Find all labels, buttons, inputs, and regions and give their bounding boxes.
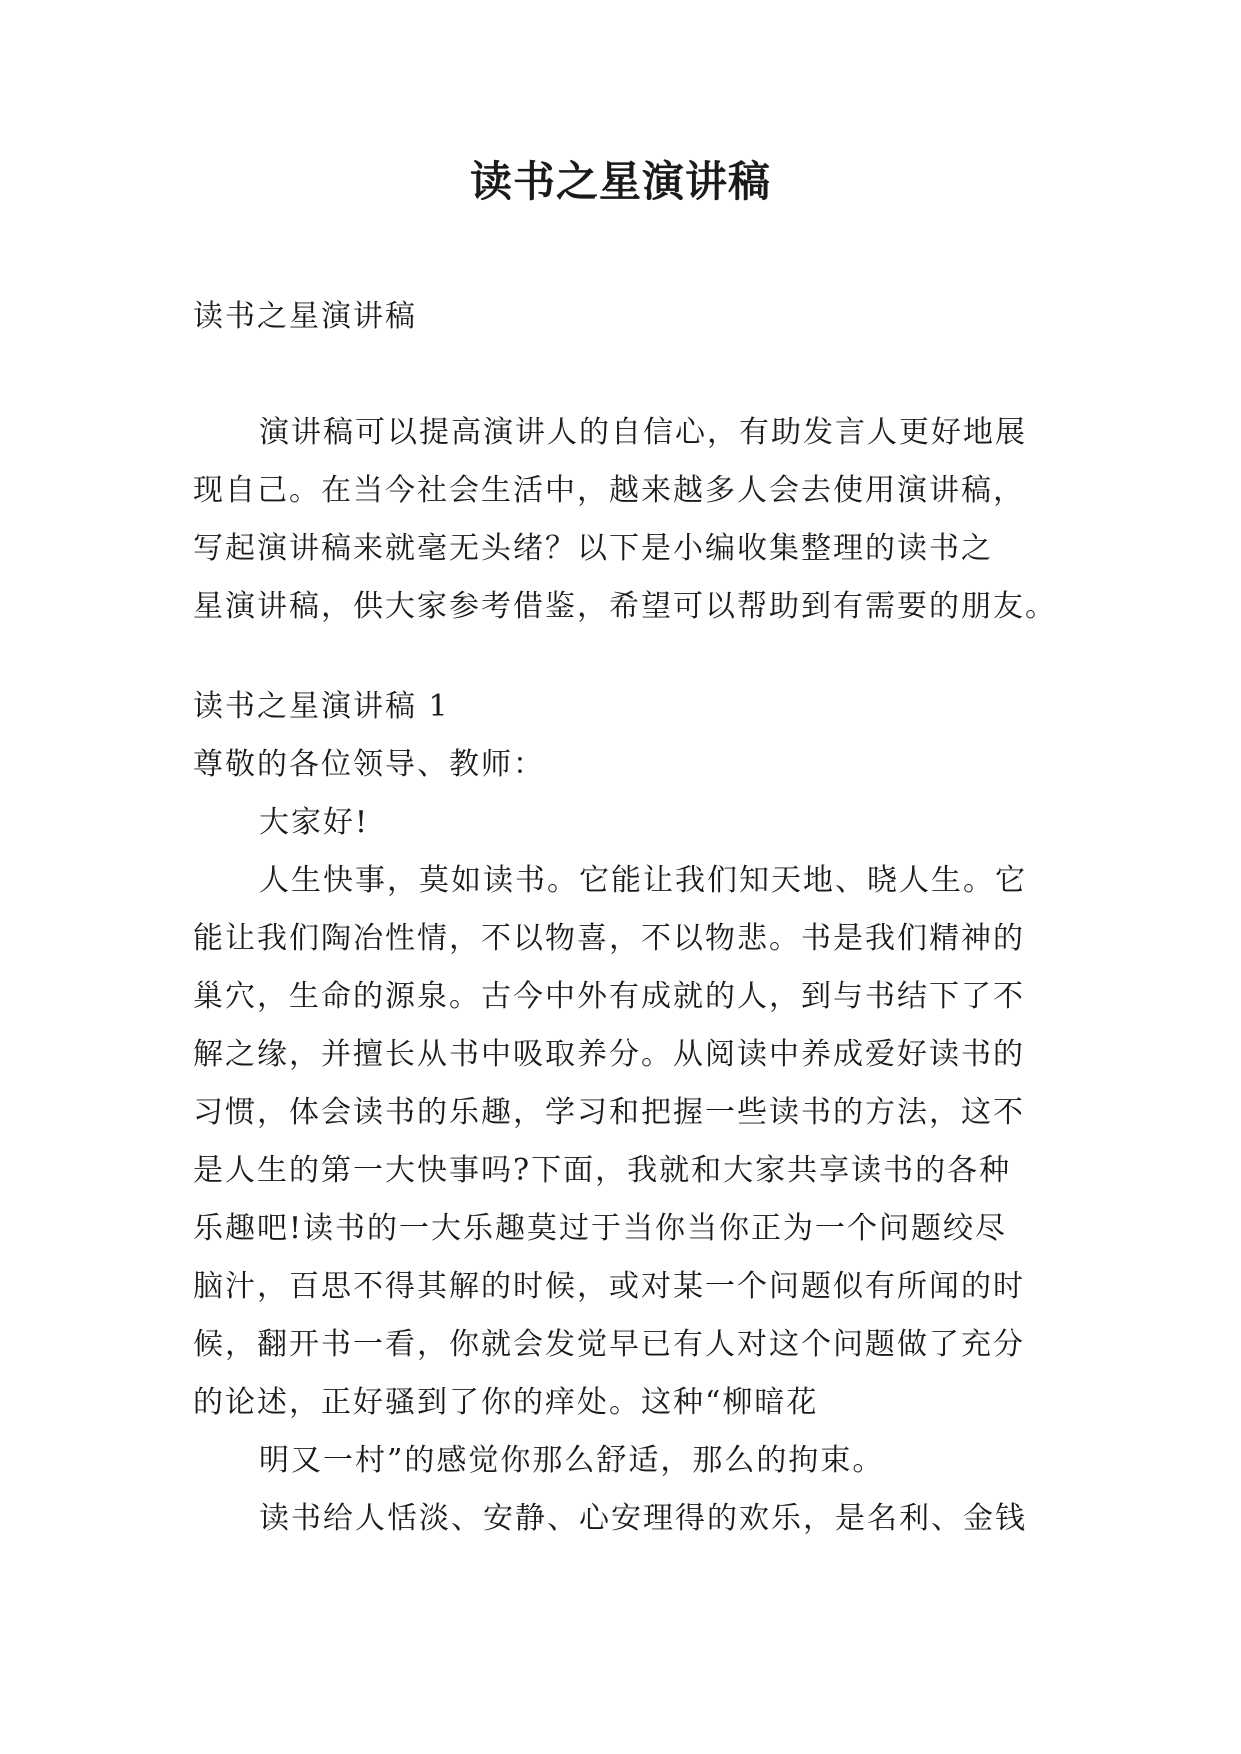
document-title: 读书之星演讲稿 [469,157,771,206]
greeting: 大家好! [259,805,370,840]
document-subtitle: 读书之星演讲稿 [193,299,417,334]
intro-line: 演讲稿可以提高演讲人的自信心，有助发言人更好地展 [259,415,1027,450]
body-paragraph-3: 读书给人恬淡、安静、心安理得的欢乐，是名利、金钱 [259,1501,1027,1536]
spacer [193,636,1073,678]
paragraph-line: 候，翻开书一看，你就会发觉早已有人对这个问题做了充分 [193,1327,1025,1362]
spacer [193,346,1073,404]
intro-line: 现自己。在当今社会生活中，越来越多人会去使用演讲稿， [193,473,1025,508]
paragraph-line: 巢穴，生命的源泉。古今中外有成就的人，到与书结下了不 [193,979,1025,1014]
intro-line: 星演讲稿，供大家参考借鉴，希望可以帮助到有需要的朋友。 [193,589,1057,624]
intro-line: 写起演讲稿来就毫无头绪？以下是小编收集整理的读书之 [193,531,993,566]
body-paragraph-1 [193,852,1073,1432]
paragraph-line: 解之缘，并擅长从书中吸取养分。从阅读中养成爱好读书的 [193,1037,1025,1072]
section-heading: 读书之星演讲稿 1 [193,689,450,724]
paragraph-line: 的论述，正好骚到了你的痒处。这种“柳暗花 [193,1385,819,1420]
paragraph-line: 能让我们陶冶性情，不以物喜，不以物悲。书是我们精神的 [193,921,1025,956]
paragraph-line: 人生快事，莫如读书。它能让我们知天地、晓人生。它 [259,863,1027,898]
paragraph-line: 脑汁，百思不得其解的时候，或对某一个问题似有所闻的时 [193,1269,1025,1304]
document-body [193,288,1073,1548]
body-paragraph-2: 明又一村”的感觉你那么舒适，那么的拘束。 [259,1443,885,1478]
paragraph-line: 乐趣吧!读书的一大乐趣莫过于当你当你正为一个问题绞尽 [193,1211,1008,1246]
paragraph-line: 是人生的第一大快事吗?下面，我就和大家共享读书的各种 [193,1153,1012,1188]
intro-paragraph [193,404,1073,636]
paragraph-line: 习惯，体会读书的乐趣，学习和把握一些读书的方法，这不 [193,1095,1025,1130]
salutation: 尊敬的各位领导、教师： [193,747,545,782]
